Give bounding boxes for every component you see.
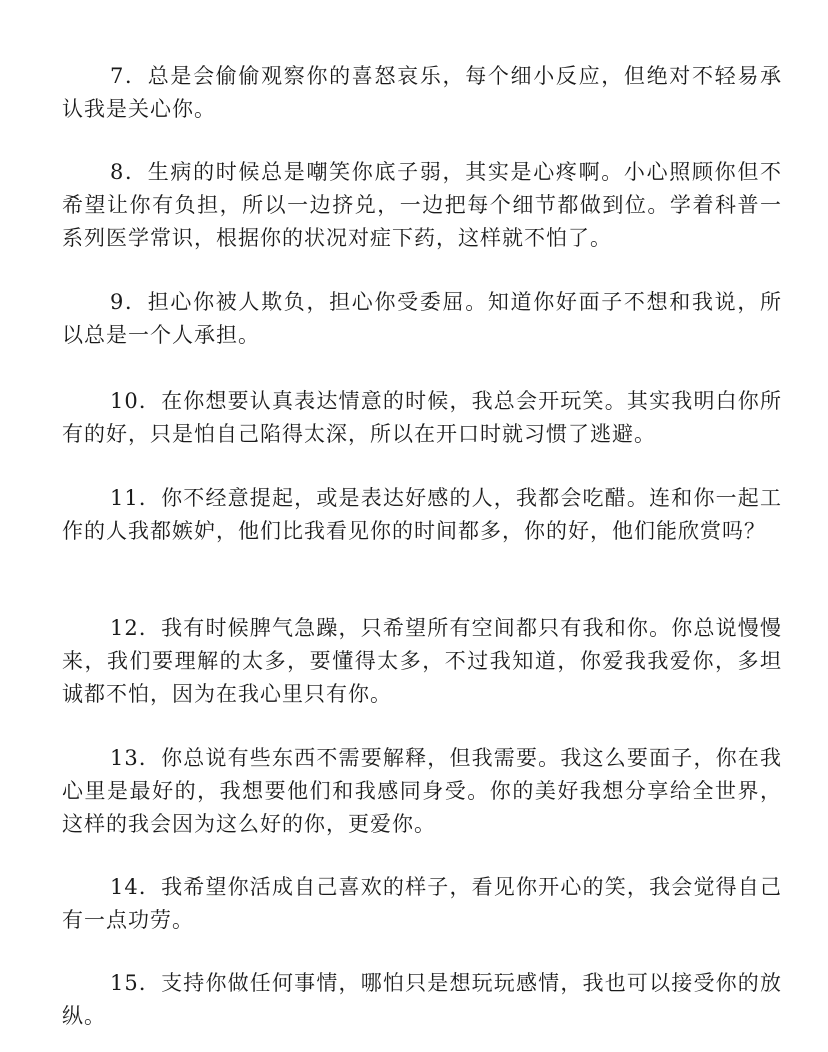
paragraph-11: 11．你不经意提起，或是表达好感的人，我都会吃醋。连和你一起工作的人我都嫉妒，他们比我看见你的时间都多，你的好，他们能欣赏吗？ <box>62 486 782 543</box>
paragraph-10: 10．在你想要认真表达情意的时候，我总会开玩笑。其实我明白你所有的好，只是怕自己陷得太深，所以在开口时就习惯了逃避。 <box>62 389 782 446</box>
paragraph-9: 9．担心你被人欺负，担心你受委屈。知道你好面子不想和我说，所以总是一个人承担。 <box>62 290 782 347</box>
paragraph-15: 15．支持你做任何事情，哪怕只是想玩玩感情，我也可以接受你的放纵。 <box>62 971 782 1028</box>
paragraph-12: 12．我有时候脾气急躁，只希望所有空间都只有我和你。你总说慢慢来，我们要理解的太多，要懂得太多，不过我知道，你爱我我爱你，多坦诚都不怕，因为在我心里只有你。 <box>62 616 782 706</box>
paragraph-13: 13．你总说有些东西不需要解释，但我需要。我这么要面子，你在我心里是最好的，我想要他们和我感同身受。你的美好我想分享给全世界，这样的我会因为这么好的你，更爱你。 <box>62 746 782 836</box>
paragraph-8: 8．生病的时候总是嘲笑你底子弱，其实是心疼啊。小心照顾你但不希望让你有负担，所以一边挤兑，一边把每个细节都做到位。学着科普一系列医学常识，根据你的状况对症下药，这样就不怕了。 <box>62 160 782 250</box>
paragraph-7: 7．总是会偷偷观察你的喜怒哀乐，每个细小反应，但绝对不轻易承认我是关心你。 <box>62 64 782 121</box>
paragraph-14: 14．我希望你活成自己喜欢的样子，看见你开心的笑，我会觉得自己有一点功劳。 <box>62 875 782 932</box>
